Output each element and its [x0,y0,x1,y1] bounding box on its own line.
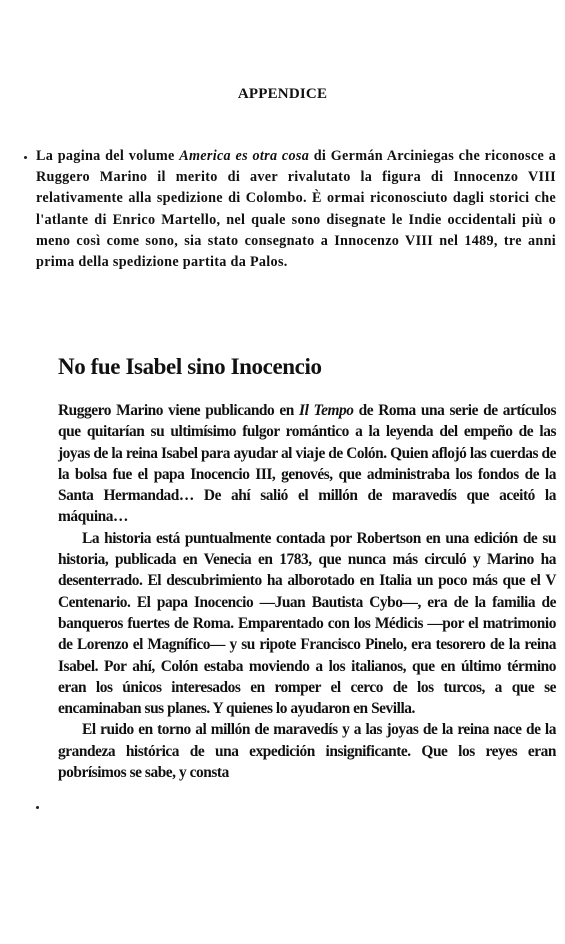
intro-text-end: di Germán Arciniegas che riconosce a Ruggero Marino il merito di aver rivalutato la figura di Innocenzo VIII relativamente alla spedizione di Colombo. È ormai riconosciuto dagli storici che l'atlante di Enrico Martello, nel quale sono disegnate le Indie occidentali più o meno così come sono, sia stato consegnato a Innocenzo VIII nel 1489, tre anni prima della spedizione partita da Palos. [36,148,556,271]
scan-speck [24,156,27,159]
newspaper-name: Il Tempo [299,402,354,419]
paragraph-2: La historia está puntualmente contada por Robertson en una edición de su historia, publicada en Venecia en 1783, que nunca más circuló y Marino ha desenterrado. El descubrimiento ha alborotado en Italia un poco más que el V Centenario. El papa Inocencio —Juan Bautista Cybo—, era de la familia de banqueros fuertes de Roma. Emparentado con los Médicis —por el matrimonio de Lorenzo el Magnífico— y su ripote Francisco Pinelo, era tesorero de la reina Isabel. Por ahí, Colón estaba moviendo a los italianos, que en último término eran los únicos interesados en romper el cerco de los turcos, a que se encaminaban sus planes. Y quienes lo ayudaron en Sevilla. [58,529,556,718]
paragraph-1-start: Ruggero Marino viene publicando en [58,402,300,419]
paragraph-1 [58,400,556,528]
scan-speck [36,806,39,809]
article-title: No fue Isabel sino Inocencio [58,354,322,379]
paragraph-3: El ruido en torno al millón de maravedís y a las joyas de la reina nace de la grandeza histórica de una expedición insignificante. Que los reyes eran pobrísimos se sabe, y consta [58,721,556,782]
intro-text-start: La pagina del volume [36,148,180,164]
paragraph-1-end: de Roma una serie de artículos que quitarían su ultimísimo fulgor romántico a la leyenda del empeño de las joyas de la reina Isabel para ayudar al viaje de Colón. Quien aflojó las cuerdas de la bolsa fue el papa Inocencio III, genovés, que administraba los fondos de la Santa Hermandad… De ahí salió el millón de maravedís que aceitó la máquina… [58,402,556,526]
intro-paragraph [36,146,556,273]
running-header: APPENDICE [237,86,328,102]
book-title: America es otra cosa [179,148,310,164]
article-body [58,400,556,783]
